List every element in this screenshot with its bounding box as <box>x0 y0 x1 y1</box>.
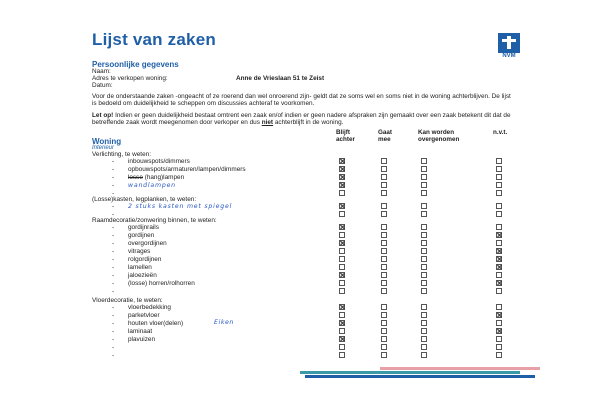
checkbox[interactable] <box>421 232 427 238</box>
checkbox[interactable] <box>381 232 387 238</box>
checkbox[interactable] <box>496 328 502 334</box>
warning-emph: niet <box>261 119 274 126</box>
checkbox[interactable] <box>339 272 345 278</box>
checkbox[interactable] <box>496 248 502 254</box>
list-item: - houten vloer(delen) Eiken <box>0 320 600 328</box>
checkbox[interactable] <box>339 352 345 358</box>
checkbox[interactable] <box>381 344 387 350</box>
checkbox[interactable] <box>496 211 502 217</box>
checkbox[interactable] <box>381 336 387 342</box>
checkbox[interactable] <box>381 224 387 230</box>
list-item: - lamellen <box>0 264 600 272</box>
checkbox[interactable] <box>339 248 345 254</box>
checkbox[interactable] <box>496 336 502 342</box>
document-title: Lijst van zaken <box>92 30 216 49</box>
col-nvt: n.v.t. <box>493 129 508 136</box>
checkbox[interactable] <box>421 203 427 209</box>
checkbox[interactable] <box>339 304 345 310</box>
checkbox[interactable] <box>496 224 502 230</box>
checkbox[interactable] <box>381 312 387 318</box>
checkbox[interactable] <box>421 158 427 164</box>
decor-stripe-pink <box>380 367 540 370</box>
checkbox[interactable] <box>381 240 387 246</box>
handwritten-note: wandlampen <box>128 182 176 189</box>
checkbox[interactable] <box>339 190 345 196</box>
list-item: - <box>0 352 600 360</box>
checkbox[interactable] <box>496 304 502 310</box>
checkbox[interactable] <box>421 190 427 196</box>
checkbox[interactable] <box>421 280 427 286</box>
checkbox[interactable] <box>421 264 427 270</box>
checkbox[interactable] <box>421 224 427 230</box>
list-item: - <box>0 190 600 198</box>
checkbox[interactable] <box>339 232 345 238</box>
checkbox[interactable] <box>496 320 502 326</box>
col-kan-worden: Kan worden overgenomen <box>418 129 460 143</box>
checkbox[interactable] <box>381 328 387 334</box>
checkbox[interactable] <box>421 211 427 217</box>
checkbox[interactable] <box>381 256 387 262</box>
list-item: - overgordijnen <box>0 240 600 248</box>
checkbox[interactable] <box>339 182 345 188</box>
checkbox[interactable] <box>421 336 427 342</box>
checkbox[interactable] <box>339 203 345 209</box>
col-gaat-mee: Gaat mee <box>378 129 392 143</box>
checkbox[interactable] <box>496 203 502 209</box>
checkbox[interactable] <box>421 272 427 278</box>
col-blijft-achter: Blijft achter <box>336 129 355 143</box>
list-item: - inbouwspots/dimmers <box>0 158 600 166</box>
checkbox[interactable] <box>421 304 427 310</box>
adres-value: Anne de Vrieslaan 51 te Zeist <box>236 75 325 82</box>
checkbox[interactable] <box>496 174 502 180</box>
list-item: - 2 stuks kasten met spiegel <box>0 203 600 211</box>
checkbox[interactable] <box>381 166 387 172</box>
checkbox[interactable] <box>339 264 345 270</box>
group-kasten: (Losse)kasten, legplanken, te weten: <box>92 196 197 203</box>
checkbox[interactable] <box>496 272 502 278</box>
checkbox[interactable] <box>339 240 345 246</box>
list-item: - <box>0 288 600 296</box>
naam-label: Naam: <box>92 68 111 75</box>
checkbox[interactable] <box>381 304 387 310</box>
checkbox[interactable] <box>339 344 345 350</box>
group-vloerdecoratie: Vloerdecoratie, te weten: <box>92 297 163 304</box>
checkbox[interactable] <box>421 248 427 254</box>
warning-paragraph <box>92 112 512 126</box>
checkbox[interactable] <box>381 264 387 270</box>
checkbox[interactable] <box>496 256 502 262</box>
checkbox[interactable] <box>381 182 387 188</box>
checkbox[interactable] <box>496 158 502 164</box>
checkbox[interactable] <box>421 344 427 350</box>
group-verlichting: Verlichting, te weten: <box>92 151 151 158</box>
list-item: - parketvloer <box>0 312 600 320</box>
decor-stripe-teal <box>300 371 520 374</box>
checkbox[interactable] <box>496 312 502 318</box>
checkbox[interactable] <box>421 320 427 326</box>
list-item: - vitrages <box>0 248 600 256</box>
section-interieur: Interieur <box>92 145 115 151</box>
checkbox[interactable] <box>496 288 502 294</box>
list-item: - opbouwspots/armaturen/lampen/dimmers <box>0 166 600 174</box>
checkbox[interactable] <box>421 174 427 180</box>
checkbox[interactable] <box>421 352 427 358</box>
checkbox[interactable] <box>339 256 345 262</box>
checkbox[interactable] <box>381 248 387 254</box>
checkbox[interactable] <box>339 166 345 172</box>
handwritten-note: 2 stuks kasten met spiegel <box>128 203 233 210</box>
checkbox[interactable] <box>381 190 387 196</box>
checkbox[interactable] <box>381 272 387 278</box>
list-item: - jaloezieën <box>0 272 600 280</box>
checkbox[interactable] <box>339 224 345 230</box>
checkbox[interactable] <box>339 211 345 217</box>
checkbox[interactable] <box>496 240 502 246</box>
checkbox[interactable] <box>496 190 502 196</box>
checkbox[interactable] <box>421 256 427 262</box>
checkbox[interactable] <box>381 320 387 326</box>
checkbox[interactable] <box>339 328 345 334</box>
checkbox[interactable] <box>381 203 387 209</box>
checkbox[interactable] <box>421 166 427 172</box>
checkbox[interactable] <box>339 174 345 180</box>
group-raamdecoratie: Raamdecoratie/zonwering binnen, te weten: <box>92 217 217 224</box>
checkbox[interactable] <box>339 320 345 326</box>
logo-text: NVM <box>502 53 516 59</box>
checkbox[interactable] <box>496 352 502 358</box>
checkbox[interactable] <box>421 288 427 294</box>
checkbox[interactable] <box>339 312 345 318</box>
handwritten-note: Eiken <box>214 319 234 326</box>
warning-text-2: achterblijft in de woning. <box>273 119 344 126</box>
checkbox[interactable] <box>421 328 427 334</box>
checkbox[interactable] <box>339 280 345 286</box>
list-item: - gordijnrails <box>0 224 600 232</box>
adres-label: Adres te verkopen woning: <box>92 75 168 82</box>
list-item: - <box>0 344 600 352</box>
section-woning: Woning <box>92 137 122 146</box>
checkbox[interactable] <box>339 158 345 164</box>
checkbox[interactable] <box>421 240 427 246</box>
intro-paragraph: Voor de onderstaande zaken -ongeacht of ze roerend dan wel onroerend zijn- geldt dat ze soms wel en soms niet in de woning achterblijven. De lijst is bedoeld om duidelijkheid te scheppen om discussies achteraf te voorkomen. <box>92 93 511 107</box>
list-item: - (losse) horren/rolhorren <box>0 280 600 288</box>
checkbox[interactable] <box>496 280 502 286</box>
checkbox[interactable] <box>496 166 502 172</box>
checkbox[interactable] <box>381 352 387 358</box>
decor-stripe-blue <box>305 375 535 378</box>
list-item: - wandlampen <box>0 182 600 190</box>
list-item: - <box>0 211 600 219</box>
datum-label: Datum: <box>92 82 113 89</box>
checkbox[interactable] <box>421 182 427 188</box>
warning-lead: Let op! <box>92 112 114 119</box>
checkbox[interactable] <box>381 288 387 294</box>
checkbox[interactable] <box>339 288 345 294</box>
checkbox[interactable] <box>496 232 502 238</box>
checkbox[interactable] <box>496 344 502 350</box>
personal-heading: Persoonlijke gegevens <box>92 60 179 69</box>
list-item: - plavuizen <box>0 336 600 344</box>
checkbox[interactable] <box>381 158 387 164</box>
checkbox[interactable] <box>339 336 345 342</box>
checkbox[interactable] <box>421 312 427 318</box>
list-item: - laminaat <box>0 328 600 336</box>
list-item: - losse (hang)lampen <box>0 174 600 182</box>
checkbox[interactable] <box>496 264 502 270</box>
struck-word: losse <box>128 174 143 181</box>
warning-text-1: Indien er geen duidelijkheid bestaat omtrent een zaak en/of indien er geen nadere afspraken zijn gemaakt over een zaak betekent dit dat de betreffende zaak wordt meegenomen door verkoper en dus <box>92 112 511 126</box>
list-item: - vloerbedekking <box>0 304 600 312</box>
checkbox[interactable] <box>496 182 502 188</box>
checkbox[interactable] <box>381 174 387 180</box>
nvm-house-icon <box>498 33 520 53</box>
list-item: - rolgordijnen <box>0 256 600 264</box>
checkbox[interactable] <box>381 280 387 286</box>
list-item: - gordijnen <box>0 232 600 240</box>
checkbox[interactable] <box>381 211 387 217</box>
